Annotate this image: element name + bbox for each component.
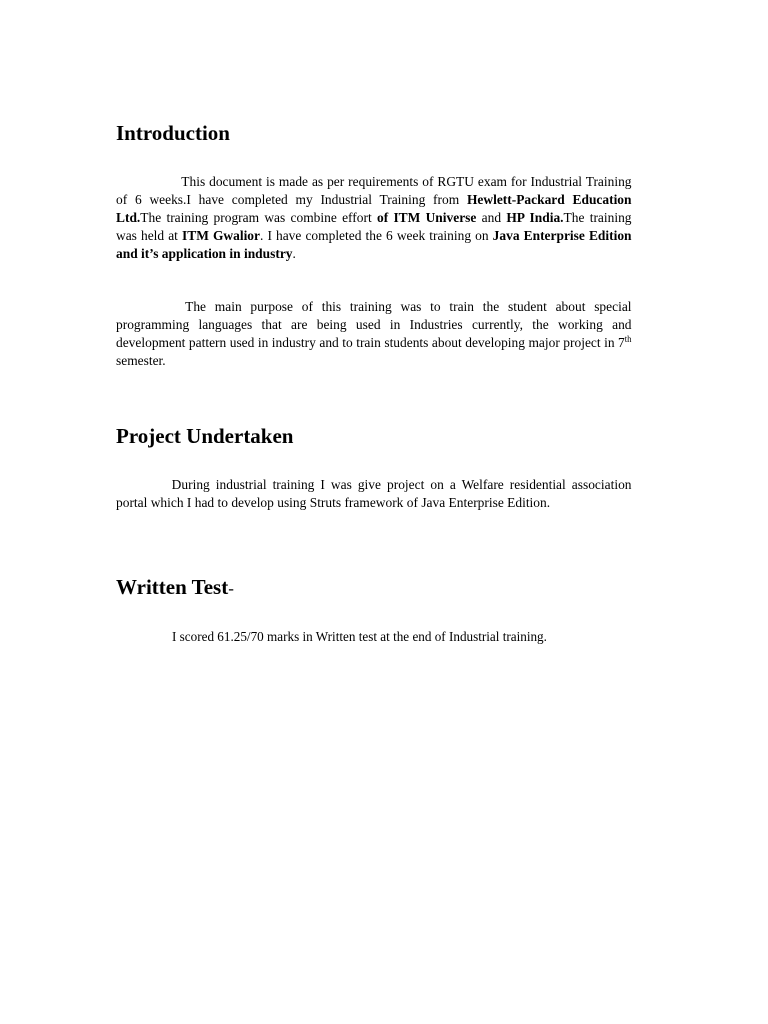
intro-p1-text-5: . I have completed the 6 week training on xyxy=(260,229,493,244)
introduction-paragraph-2 xyxy=(116,299,632,371)
intro-p1-bold-java-ee: Java Enterprise Edition and it’s application in industry xyxy=(116,229,632,262)
intro-p1-text-6: . xyxy=(292,247,296,262)
written-test-heading-text: Written Test xyxy=(116,575,229,599)
intro-p1-text-4: The training was held at xyxy=(116,211,632,244)
written-test-heading xyxy=(116,575,234,601)
introduction-paragraph-1 xyxy=(116,174,632,264)
written-test-heading-dash: - xyxy=(228,579,234,598)
intro-p1-bold-itm-gwalior: ITM Gwalior xyxy=(182,229,260,244)
intro-p2-superscript: th xyxy=(624,334,632,344)
intro-p1-bold-hp-india: HP India. xyxy=(506,211,564,226)
written-test-paragraph: I scored 61.25/70 marks in Written test at the end of Industrial training. xyxy=(172,630,547,645)
project-paragraph: During industrial training I was give project on a Welfare residential association portal which I had to develop using Struts framework of Java Enterprise Edition. xyxy=(116,478,632,511)
intro-p2-text-1: The main purpose of this training was to train the student about special programming languages that are being used in Industries currently, the working and development pattern used in industry and to train students about developing major project in 7 xyxy=(116,300,632,351)
introduction-heading: Introduction xyxy=(116,121,230,145)
intro-p1-bold-itm-universe: of ITM Universe xyxy=(376,211,477,226)
project-heading: Project Undertaken xyxy=(116,424,294,448)
intro-p1-text-2: The training program was combine effort xyxy=(140,211,377,226)
intro-p1-text-1: This document is made as per requirements of RGTU exam for Industrial Training of 6 weeks.I have completed my Industrial Training from xyxy=(116,175,632,208)
intro-p1-bold-hp-education: Hewlett-Packard Education Ltd. xyxy=(116,193,632,226)
intro-p2-text-2: semester. xyxy=(116,354,166,369)
intro-p1-text-3: and xyxy=(476,211,507,226)
